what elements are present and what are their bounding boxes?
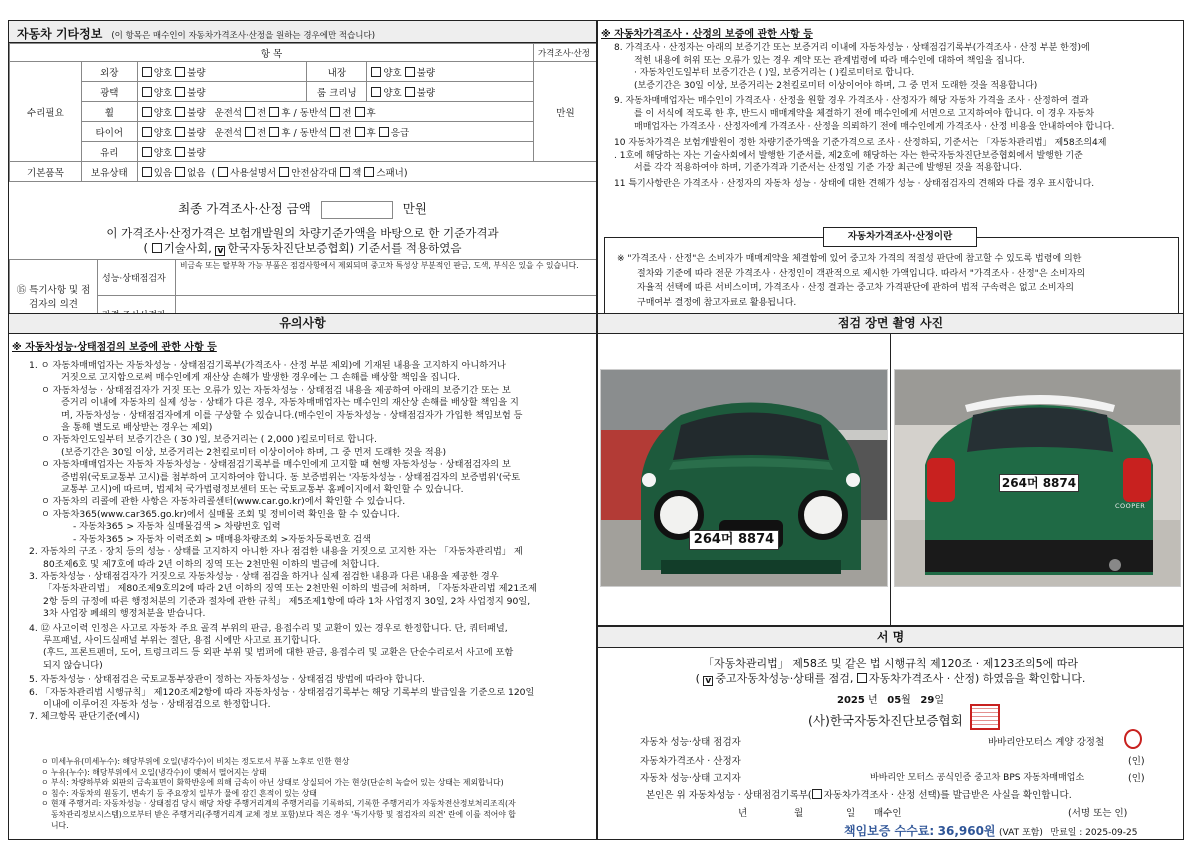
buyer-day-unit: 일 [846,808,856,819]
basis-opt2-checkbox[interactable]: v [215,246,225,256]
glass-ok-checkbox[interactable] [142,147,152,157]
issue-month: 05 [887,695,902,706]
other-info-title-bar [9,21,596,43]
triangle-checkbox[interactable] [279,167,289,177]
note-line: 5. 자동차성능 · 상태점검은 국토교통부장관이 정하는 자동차성능 · 상태점검 방법에 따라야 합니다. [29,674,425,686]
col-item-header: 항 목 [10,44,534,62]
signer-row-inspector [640,734,1140,748]
notes-subtitle: ※ 자동차성능·상태점검의 보증에 관한 사항 등 [12,342,217,353]
manual-label: 사용설명서 [230,167,277,179]
month-unit: 월 [901,695,911,706]
bad-label: 불량 [416,87,436,99]
day-unit: 일 [934,695,944,706]
buyer-appraisal-checkbox[interactable] [812,789,822,799]
note-line: 7. 체크항목 판단기준(예시) [29,711,140,723]
spanner-checkbox[interactable] [364,167,374,177]
wheel-ok-checkbox[interactable] [142,107,152,117]
price-guarantee-panel [597,20,1184,333]
guarantee-line: 매매업자는 가격조사 · 산정자에게 가격조사 · 산정을 의뢰하기 전에 매수인에게 가격조사 · 산정 비용을 안내하여야 합니다. [634,121,1115,132]
repair-table: 항 목 가격조사·산정 수리필요 외장 양호 불량 내장 양호 불량 만원 광택 양호 불량 룸 크리닝 양호 불량 휠 양호 불량 운전석 전 후 / 동반석 전 후 타이어 양호 불량 운전석 전 후 / 동반석 전 후 응급 유리 양호 불량 기본품목 보유상태 있음 없음 ( 사용설명서 안전삼각대 잭 스패너) [9,43,597,182]
note-line: 거짓으로 고지함으로써 매수인에게 재산상 손해가 발생한 경우에는 그 손해를 배상할 책임을 집니다. [61,372,460,384]
appraisal-checkbox[interactable] [857,673,867,683]
ok-label: 양호 [383,67,402,79]
vehicle-other-info-panel [8,20,597,333]
guarantee-line: 서를 각각 적용하여야 하며, 기준가격과 기준서는 산정일 기준 가장 최근에 발행된 것을 적용합니다. [634,163,1022,174]
front-label: 전 [342,107,352,119]
note-line: 2. 자동차의 구조 · 장치 등의 성능 · 상태를 고지하지 아니한 자나 점검한 내용을 거짓으로 고지한 자는 「자동차관리법」 제 [29,546,523,558]
definition-line: 절차와 기준에 따라 전문 가격조사 · 산정인이 객관적으로 제시한 가액입니다. 따라서 "가격조사 · 산정"은 소비자의 [637,268,1086,279]
exterior-ok-checkbox[interactable] [142,67,152,77]
guarantee-line: (보증기간은 30일 이상, 보증거리는 2천킬로미터 이상이어야 하며, 그 중 먼저 도래한 것을 적용합니다) [634,80,1038,91]
gloss-bad-checkbox[interactable] [175,87,185,97]
driver-seat-label: 운전석 [214,107,243,119]
fee-note: (VAT 포함) [999,828,1043,838]
front-car-photo [600,369,888,587]
guarantee-line: 10 자동차가격은 보험개발원이 정한 차량기준가액을 기준가격으로 조사 · 산정하되, 기준서는 「자동차관리법」 제58조의4제 [614,138,1107,149]
law-text: 「자동차관리법」 제58조 및 같은 법 시행규칙 제120조 · 제123조의5에 따라 [703,657,1078,670]
emergency-label: 응급 [390,127,410,139]
note-line: (후드, 프론트펜더, 도어, 트렁크리드 등 외판 부위 및 범퍼에 대한 판금, 용접수리 및 교환은 단순수리로서 사고에 포함 [43,647,514,659]
jack-label: 잭 [352,167,362,179]
cleaning-bad-checkbox[interactable] [405,87,415,97]
signer-seal-mark: (인) [1128,773,1145,784]
driver-seat-label: 운전석 [214,127,243,139]
guarantee-line: 11 특기사항란은 가격조사 · 산정자의 자동차 성능 · 상태에 대한 견해가 성능 · 상태점검자의 견해와 다를 경우 표시합니다. [614,178,1095,189]
repair-label: 수리필요 [10,62,82,162]
appraisal-option-label: 자동차가격조사 · 산정) 하였음을 확인합니다. [868,672,1086,685]
signer-row-notifier [640,770,1145,784]
confirm-text-start: 본인은 위 자동차성능 · 상태점검기록부( [646,790,812,801]
bad-label: 불량 [187,147,206,159]
final-price-row [9,199,596,219]
wheel-rear-passenger-checkbox[interactable] [269,107,279,117]
note-line: 3차 사업장 폐쇄의 행정처분을 받습니다. [43,608,206,620]
other-info-title: 자동차 기타정보 [17,27,103,41]
inspection-option-label: 중고자동차성능·상태를 점검, [715,672,854,685]
row-exterior: 외장 [81,62,137,82]
signature-panel [597,626,1184,840]
price-guarantee-list [614,42,1177,191]
tire-ok-checkbox[interactable] [142,127,152,137]
final-price-unit: 만원 [402,201,427,216]
inspector-label: 성능·상태점검자 [98,260,176,296]
row-tire: 타이어 [81,122,137,142]
rear-label: 후 [366,127,376,139]
inspection-checkbox[interactable]: v [703,676,713,686]
basis-opt1-checkbox[interactable] [152,243,162,253]
row-room-cleaning: 룸 크리닝 [307,82,367,102]
definition-line: 자율적 선택에 따른 서비스이며, 가격조사 · 산정 결과는 중고차 가격판단에 관하여 법적 구속력은 없고 소비자의 [637,283,1075,293]
ok-label: 양호 [153,147,173,159]
have-checkbox[interactable] [142,167,152,177]
criteria-line: ㅇ 부식: 차량하부와 외판의 금속표면이 화학반응에 의해 금속이 아닌 상태로 상실되어 가는 현상(단순히 녹슬어 있는 상태는 제외합니다) [41,778,504,788]
basis-opt2-label: 한국자동차진단보증협회) 기준서를 적용하였음 [227,241,462,255]
ok-label: 양호 [153,67,173,79]
rear-license-plate: 264머 8874 [999,474,1079,492]
bad-label: 불량 [187,67,206,79]
tire-prear-checkbox[interactable] [355,127,365,137]
bad-label: 불량 [416,67,436,79]
photo-header: 점검 장면 촬영 사진 [598,314,1183,334]
other-info-note: (이 항목은 매수인이 자동차가격조사·산정을 원하는 경우에만 적습니다) [111,31,376,41]
signer-label: 자동차 성능·상태 고지자 [640,773,741,784]
criteria-line: 동차관리정보시스템)으로부터 받은 주행거리(주행거리계 교체 정보 포함)보다 적은 경우 '특기사항 및 점검자의 의견' 란에 이를 적어야 합 [51,809,516,819]
signer-value: 바바리안모터스 계양 강정철 [988,737,1105,748]
issue-date [598,691,1183,706]
photo-divider [890,334,891,626]
inspector-note: 비금속 또는 탈부착 가능 부품은 점검사항에서 제외되며 중고차 특성상 부분적인 판금, 도색, 부식은 있을 수 있습니다. [176,260,598,296]
have-label: 있음 [153,167,173,179]
rear-passenger-label: 후 / 동반석 [281,107,328,119]
year-unit: 년 [868,695,878,706]
special-label: ⑮ 특기사항 및 점검자의 의견 [10,260,98,333]
rear-model-badge: COOPER [1115,502,1146,510]
note-line: 을 통해 별도로 배상받는 경우는 제외) [61,422,213,434]
note-line: 1. ㅇ 자동차매매업자는 자동차성능 · 상태점검기록부(가격조사 · 산정 부분 제외)에 기재된 내용을 고지하지 아니하거나 [29,360,506,371]
guarantee-line: 9. 자동차매매업자는 매수인이 가격조사 · 산정을 원할 경우 가격조사 · 산정자가 해당 자동차 가격을 조사 · 산정하여 결과 [614,96,1089,107]
notes-panel [8,313,597,840]
wheel-prear-checkbox[interactable] [355,107,365,117]
note-line: 루프패널, 사이드실패널 부위는 절단, 용접 시에만 사고로 표기합니다. [43,634,321,646]
association-seal-icon [970,704,1000,730]
confirm-options: ( v 중고자동차성능·상태를 점검, 자동차가격조사 · 산정) 하였음을 확인합니다. [695,672,1086,686]
final-price-input[interactable] [321,201,393,219]
front-label: 전 [257,107,267,119]
signer-row-appraiser [640,753,1145,767]
note-line: 며, 자동차성능 · 상태점검자에게 이를 구상할 수 있습니다.(매수인이 자동차성능 · 상태점검자가 가입한 책임보험 등 [61,409,523,421]
basis-options: ( 기술사회, v 한국자동차진단보증협회) 기준서를 적용하였음 [143,241,462,256]
basic-label: 기본품목 [10,162,82,182]
note-line: 교통부 고시)에 따르며, 법제처 국가법령정보센터 또는 국토교통부 홈페이지에서 확인할 수 있습니다. [61,484,464,496]
guarantee-line: 8. 가격조사 · 산정자는 아래의 보증기간 또는 보증거리 이내에 자동차성능 · 상태점검기록부(가격조사 · 산정 부분 한정)에 [614,43,1090,53]
front-label: 전 [257,127,267,139]
price-definition-box [604,231,1179,324]
check-criteria-list [41,757,592,831]
basis-text: 이 가격조사·산정가격은 보험개발원의 차량기준가액을 바탕으로 한 기준가격과 [106,226,499,240]
note-line: ㅇ 자동차매매업자는 자동차 자동차성능 · 상태점검기록부를 매수인에게 고지할 때 현행 자동차성능 · 상태점검자의 보 [41,459,511,471]
definition-line: ※ "가격조사 · 산정"은 소비자가 매매계약을 체결함에 있어 중고차 가격의 적절성 판단에 참고할 수 있도록 법령에 의한 [617,254,1082,264]
issue-year: 2025 [837,695,865,706]
jack-checkbox[interactable] [340,167,350,177]
tire-pfront-checkbox[interactable] [330,127,340,137]
cleaning-ok-checkbox[interactable] [371,87,381,97]
criteria-line: 니다. [51,820,69,830]
note-line: 3. 자동차성능 · 상태점검자가 거짓으로 자동차성능 · 상태 점검을 하거나 실제 점검한 내용과 다른 내용을 제공한 경우 [29,570,499,582]
guarantee-line: . 1호에 해당하는 자는 기술사회에서 발행한 기준서를, 제2호에 해당하는 자는 한국자동차진단보증협회에서 발행한 기준 [614,150,1083,161]
none-checkbox[interactable] [175,167,185,177]
row-glass: 유리 [81,142,137,162]
guarantee-line: · 자동차인도일부터 보증기간은 ( )일, 보증거리는 ( )킬로미터로 합니다. [634,68,915,79]
criteria-line: ㅇ 침수: 자동차의 원동기, 변속기 등 주요장치 일부가 물에 잠긴 흔적이 있는 상태 [41,788,317,798]
criteria-line: ㅇ 미세누유(미세누수): 해당부위에 오일(냉각수)이 비치는 정도로서 부품 노후로 인한 현상 [41,757,350,766]
note-line: 「자동차관리법」 제80조제9호의2에 따라 2년 이하의 징역 또는 2천만원 이하의 벌금에 처하며, 「자동차관리법 제21조제 [43,583,537,595]
ok-label: 양호 [153,107,173,119]
wheel-front-checkbox[interactable] [245,107,255,117]
row-wheel: 휠 [81,102,137,122]
note-line: - 자동차365 > 자동차 이력조회 > 매매용차량조회 >자동차등록번호 검색 [73,533,372,545]
ok-label: 양호 [153,127,173,139]
tire-rear-passenger-checkbox[interactable] [269,127,279,137]
none-label: 없음 [187,167,206,179]
front-license-plate: 264머 8874 [689,530,779,550]
inspector-seal-icon [1124,729,1142,749]
interior-bad-checkbox[interactable] [405,67,415,77]
fee-value: 36,960원 [937,824,996,838]
notes-header: 유의사항 [9,314,596,334]
spanner-label: 스패너 [376,167,404,179]
tire-front-checkbox[interactable] [245,127,255,137]
note-line: 되지 않습니다) [43,659,103,671]
tire-bad-checkbox[interactable] [175,127,185,137]
note-line: ㅇ 자동차의 리콜에 관한 사항은 자동차리콜센터(www.car.go.kr)에서 확인할 수 있습니다. [41,496,406,508]
bad-label: 불량 [187,107,206,119]
row-interior: 내장 [307,62,367,82]
rear-passenger-label: 후 / 동반석 [281,127,328,139]
price-value: 만원 [533,62,597,162]
buyer-label: 매수인 [874,808,902,819]
buyer-month-unit: 월 [794,808,804,819]
notes-list [29,360,592,724]
final-price-label: 최종 가격조사·산정 금액 [178,201,311,216]
front-car-image [601,370,888,587]
col-price-header: 가격조사·산정 [533,44,597,62]
signer-value: 바바리안 모터스 공식인증 중고차 BPS 자동차매매업소 [870,773,1085,783]
price-definition-text [617,252,1085,310]
manual-checkbox[interactable] [218,167,228,177]
expiry-date: 만료일 : 2025-09-25 [1050,828,1138,838]
row-gloss: 광택 [81,82,137,102]
guarantee-line: 를 이 서식에 적도록 한 후, 반드시 매매계약을 체결하기 전에 매수인에게 서면으로 고지하여야 합니다. 이 경우 자동차 [634,108,1095,119]
confirm-text-end: 자동차가격조사 · 산정 선택)를 발급받은 사실을 확인합니다. [823,790,1072,801]
glass-bad-checkbox[interactable] [175,147,185,157]
note-line: 4. ⑫ 사고이력 인정은 사고로 자동차 주요 골격 부위의 판금, 용접수리 및 교환이 있는 경우로 한정합니다. 단, 쿼터패널, [29,622,508,634]
note-line: ㅇ 자동차성능 · 상태점검자가 거짓 또는 오류가 있는 자동차성능 · 상태점검 내용을 제공하여 아래의 보증기간 또는 보 [41,384,511,396]
note-line: 증범위(국토교통부 고시)를 첨부하여 고지하여야 합니다. 동 보증범위는 '자동차성능 · 상태점검자의 보증범위'(국토 [61,471,521,483]
rear-label: 후 [366,107,376,119]
signer-label: 자동차가격조사 · 산정자 [640,756,741,767]
interior-ok-checkbox[interactable] [371,67,381,77]
fee-label: 책임보증 수수료: [844,824,935,838]
note-line: 증거리 이내에 자동차의 실제 성능 · 상태가 다른 경우, 자동차매매업자는 매수인의 재산상 손해를 배상할 책임을 지 [61,397,519,409]
buyer-confirm [646,787,1072,801]
wheel-bad-checkbox[interactable] [175,107,185,117]
price-guarantee-title: ※ 자동차가격조사 · 산정의 보증에 관한 사항 등 [601,29,813,40]
price-definition-title: 자동차가격조사·산정이란 [823,227,977,247]
criteria-line: ㅇ 누유(누수): 해당부위에서 오일(냉각수)이 맺혀서 떨어지는 상태 [41,767,267,777]
note-line: ㅇ 자동차인도일부터 보증기간은 ( 30 )일, 보증거리는 ( 2,000 )킬로미터로 합니다. [41,434,377,446]
basis-opt1-label: 기술사회, [163,241,212,255]
buyer-sign-hint: (서명 또는 인) [1068,808,1128,819]
triangle-label: 안전삼각대 [291,167,338,179]
note-line: 6. 「자동차관리법 시행규칙」 제120조제2항에 따라 자동차성능 · 상태점검기록부는 해당 기록부의 발급일을 기준으로 120일 [29,686,535,698]
note-line: (보증기간은 30일 이상, 보증거리는 2천킬로미터 이상이어야 하며, 그 중 먼저 도래한 것을 적용) [61,446,447,458]
rear-car-photo [894,369,1181,587]
front-label: 전 [342,127,352,139]
ok-label: 양호 [383,87,402,99]
note-line: 2항 등의 규정에 따른 행정처분의 기준과 절차에 관한 규칙」 제5조제1항에 따라 1차 사업정지 30일, 2차 사업정지 90일, [43,595,531,607]
buyer-year-unit: 년 [738,808,748,819]
signer-seal-mark: (인) [1128,756,1145,767]
issue-day: 29 [920,695,935,706]
definition-line: 구매여부 결정에 참고자료로 활용됩니다. [637,297,797,308]
signer-label: 자동차 성능·상태 점검자 [640,737,741,748]
bad-label: 불량 [187,127,206,139]
criteria-line: ㅇ 현재 주행거리: 자동차성능 · 상태점검 당시 해당 차량 주행거리계의 주행거리를 기록하되, 기록한 주행거리가 자동차전산정보처리조직(자 [41,799,516,809]
row-basic: 보유상태 [81,162,137,182]
photo-panel [597,313,1184,626]
signature-header: 서 명 [598,627,1183,648]
exterior-bad-checkbox[interactable] [175,67,185,77]
note-line: 이내에 이루어진 자동차 성능 · 상태점검으로 한정합니다. [43,698,271,710]
wheel-pfront-checkbox[interactable] [330,107,340,117]
bad-label: 불량 [187,87,206,99]
note-line: 80조제6호 및 제7호에 따라 2년 이하의 징역 또는 2천만원 이하의 벌금에 처합니다. [43,558,380,570]
association-name: (사)한국자동차진단보증협회 [808,713,963,728]
ok-label: 양호 [153,87,173,99]
note-line: - 자동차365 > 자동차 실매물검색 > 차량번호 입력 [73,521,281,533]
guarantee-line: 적힌 내용에 허위 또는 오류가 있는 경우 계약 또는 관계법령에 따라 매수인에 대하여 책임을 집니다. [634,55,1025,66]
gloss-ok-checkbox[interactable] [142,87,152,97]
tire-emergency-checkbox[interactable] [379,127,389,137]
fee-row [844,822,1137,839]
note-line: ㅇ 자동차365(www.car365.go.kr)에서 실매물 조회 및 정비이력 확인을 할 수 있습니다. [41,508,400,520]
